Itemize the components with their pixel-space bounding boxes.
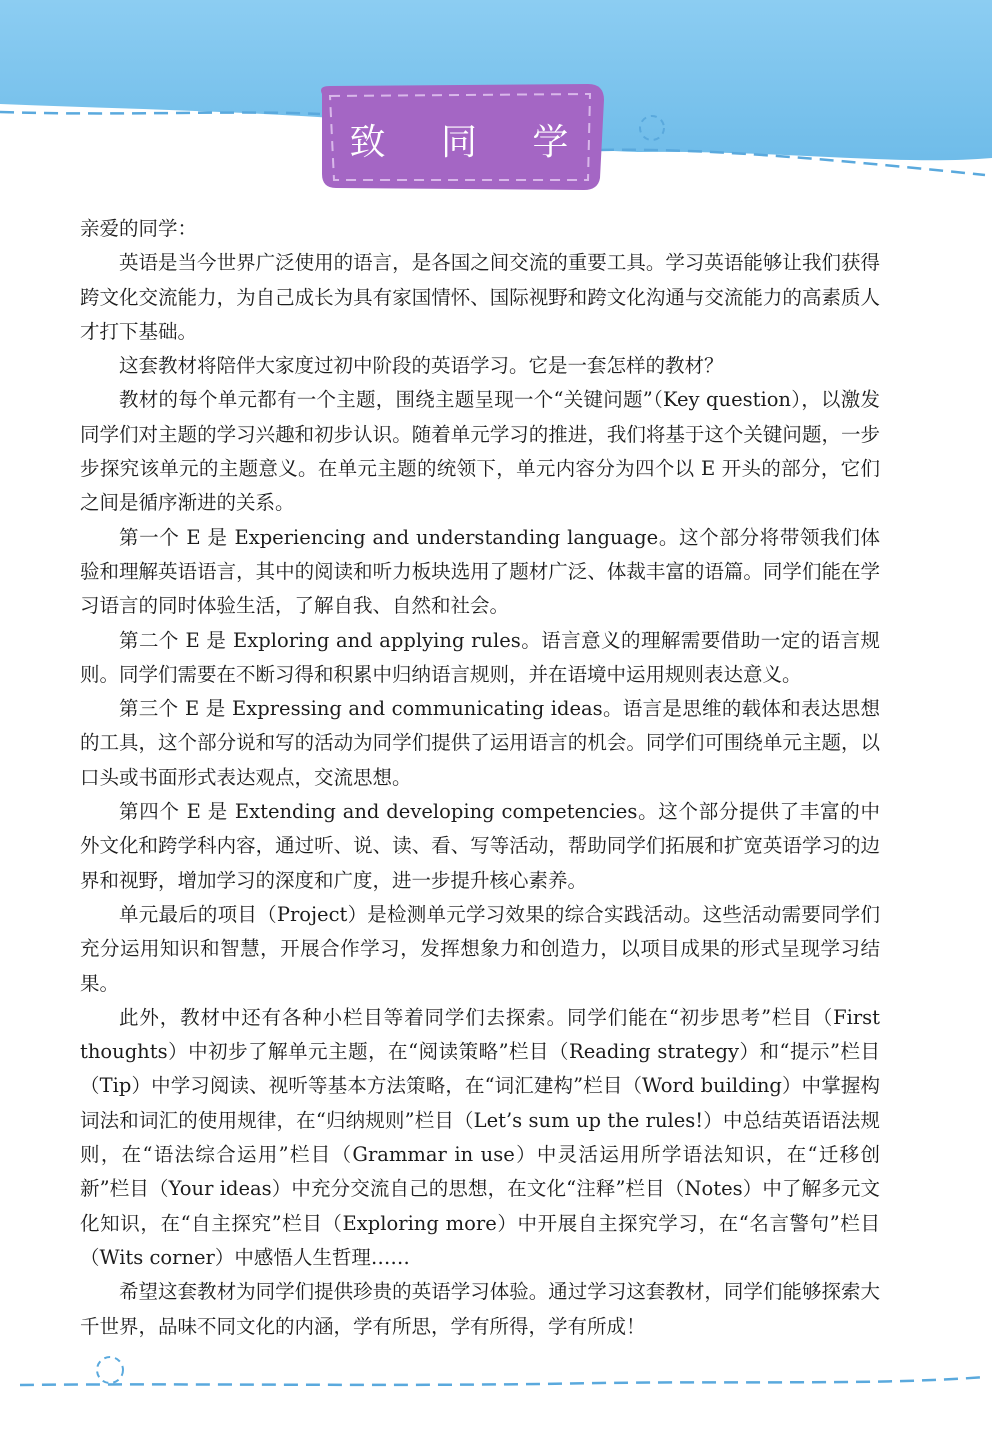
paragraph-8: 单元最后的项目（Project）是检测单元学习效果的综合实践活动。这些活动需要同学们充分运用知识和智慧，开展合作学习，发挥想象力和创造力，以项目成果的形式呈现学习结果。 (80, 902, 880, 995)
paragraph-6: 第三个 E 是 Expressing and communicating ideas。语言是思维的载体和表达思想的工具，这个部分说和写的活动为同学们提供了运用语言的机会。同学们可围绕单元主题，以口头或书面形式表达观点，交流思想。 (80, 697, 880, 789)
header-dashed-line-left (0, 112, 320, 114)
paragraph-10: 希望这套教材为同学们提供珍贵的英语学习体验。通过学习这套教材，同学们能够探索大千世界，品味不同文化的内涵，学有所思，学有所得，学有所成！ (80, 1280, 880, 1338)
footer-dashed-line (20, 1377, 985, 1385)
paragraph-9: 此外，教材中还有各种小栏目等着同学们去探索。同学们能在“初步思考”栏目（First thoughts）中初步了解单元主题，在“阅读策略”栏目（Reading strategy）和“提示”栏目（Tip）中学习阅读、视听等基本方法策略，在“词汇建构”栏目（Word building）中掌握构词法和词汇的使用规律，在“归纳规则”栏目（Let’s sum up the rules!）中总结英语语法规则，在“语法综合运用”栏目（Grammar in use）中灵活运用所学语法知识，在“迁移创新”栏目（Your ideas）中充分交流自己的思想，在文化“注释”栏目（Notes）中了解多元文化知识，在“自主探究”栏目（Exploring more）中开展自主探究学习，在“名言警句”栏目（Wits corner）中感悟人生哲理…… (80, 1005, 880, 1269)
footer-decoration (0, 1345, 992, 1405)
paragraph-1: 英语是当今世界广泛使用的语言，是各国之间交流的重要工具。学习英语能够让我们获得跨文化交流能力，为自己成长为具有家国情怀、国际视野和跨文化沟通与交流能力的高素质人才打下基础。 (80, 251, 880, 343)
footer-dashed-circle (97, 1357, 123, 1383)
paragraph-3: 教材的每个单元都有一个主题，围绕主题呈现一个“关键问题”（Key question），以激发同学们对主题的学习兴趣和初步认识。随着单元学习的推进，我们将基于这个关键问题，一步步探究该单元的主题意义。在单元主题的统领下，单元内容分为四个以 E 开头的部分，它们之间是循序渐进的关系。 (80, 388, 880, 515)
page-title: 致 同 学 (349, 121, 591, 163)
salutation: 亲爱的同学： (80, 217, 198, 240)
paragraph-2: 这套教材将陪伴大家度过初中阶段的英语学习。它是一套怎样的教材？ (119, 354, 724, 378)
paragraph-5: 第二个 E 是 Exploring and applying rules。语言意义的理解需要借助一定的语言规则。同学们需要在不断习得和积累中归纳语言规则，并在语境中运用规则表达意义。 (80, 628, 880, 686)
paragraph-7: 第四个 E 是 Extending and developing competencies。这个部分提供了丰富的中外文化和跨学科内容，通过听、说、读、看、写等活动，帮助同学们拓展和扩宽英语学习的边界和视野，增加学习的深度和广度，进一步提升核心素养。 (80, 800, 880, 892)
footer-dashes (0, 1345, 992, 1405)
paragraph-4: 第一个 E 是 Experiencing and understanding language。这个部分将带领我们体验和理解英语语言，其中的阅读和听力板块选用了题材广泛、体裁丰富的语篇。同学们能在学习语言的同时体验生活，了解自我、自然和社会。 (80, 525, 880, 618)
letter-body (80, 212, 880, 1344)
